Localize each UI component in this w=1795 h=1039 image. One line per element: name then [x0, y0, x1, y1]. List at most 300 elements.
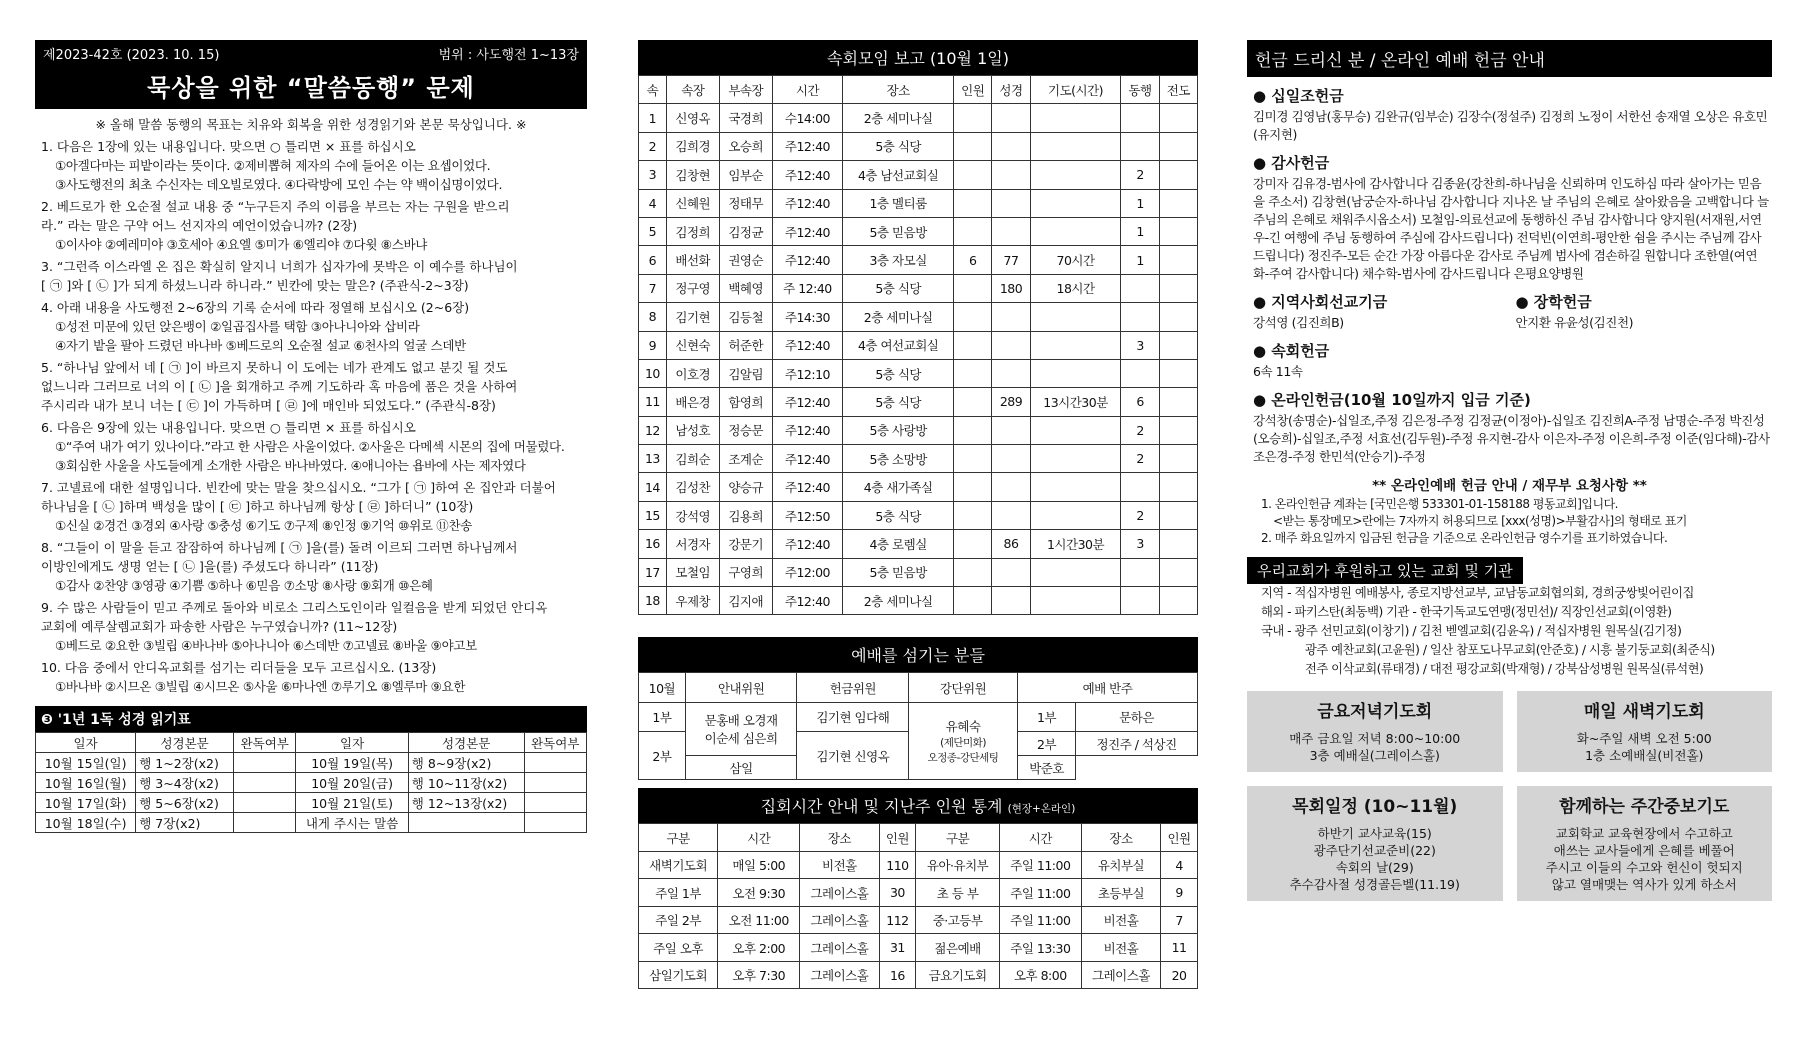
reading-header: 일자 — [36, 733, 136, 753]
stats-cell: 주일 11:00 — [999, 879, 1081, 907]
meeting-cell: 주12:40 — [772, 132, 843, 160]
online-notice-line: 1. 온라인헌금 계좌는 [국민은행 533301-01-158188 평동교회]입니다. — [1261, 497, 1618, 511]
stats-cell: 주일 13:30 — [999, 934, 1081, 962]
question-text: 교회에 예루살렘교회가 파송한 사람은 누구였습니까? (11~12장) — [41, 619, 398, 634]
stats-cell: 16 — [879, 961, 916, 989]
info-box-line: 3층 예배실(그레이스홀) — [1309, 748, 1440, 763]
meeting-cell — [1159, 104, 1197, 132]
meeting-header: 기도(시간) — [1030, 76, 1121, 104]
issue-bar — [35, 40, 587, 66]
meeting-cell: 신혜원 — [666, 189, 719, 217]
meeting-row — [639, 246, 1198, 274]
question-text: 4. 아래 내용을 사도행전 2~6장의 기록 순서에 따라 정열해 보십시오 (2~6장) — [41, 300, 470, 315]
question — [41, 298, 587, 355]
info-box-line: 추수감사절 성경골든벨(11.19) — [1289, 877, 1460, 892]
meeting-cell: 289 — [992, 388, 1030, 416]
meeting-cell: 5층 식당 — [843, 388, 954, 416]
reading-cell: 행 10~11장(x2) — [408, 773, 524, 793]
question-text: 라.” 라는 말은 구약 어느 선지자의 예언이었습니까? (2장) — [41, 218, 358, 233]
guide-names-2: 이순세 심은희 — [704, 731, 778, 747]
meeting-cell: 임부순 — [719, 161, 772, 189]
meeting-cell: 2층 세미나실 — [843, 104, 954, 132]
stats-cell: 주일 11:00 — [999, 851, 1081, 879]
stats-cell: 그레이스홀 — [800, 961, 879, 989]
meeting-cell: 17 — [639, 558, 667, 586]
meeting-cell: 정구영 — [666, 274, 719, 302]
scholarship-heading: ● 장학헌금 — [1515, 293, 1592, 311]
info-box-line: 광주단기선교준비(22) — [1313, 843, 1436, 858]
meeting-cell — [954, 473, 992, 501]
question-text: 하나님을 [ ㉡ ]하며 백성을 많이 [ ㉢ ]하고 하나님께 항상 [ ㉣ ]하더니” (10장) — [41, 499, 474, 514]
meeting-cell: 구영희 — [719, 558, 772, 586]
meeting-cell — [992, 501, 1030, 529]
reading-cell: 10월 19일(목) — [296, 753, 408, 773]
meeting-cell: 정승문 — [719, 416, 772, 444]
meeting-cell — [1159, 189, 1197, 217]
reading-table-title: ❸ '1년 1독 성경 읽기표 — [35, 706, 587, 732]
meeting-cell — [1030, 558, 1121, 586]
meeting-cell — [954, 217, 992, 245]
stats-cell: 오후 7:30 — [718, 961, 800, 989]
cell-offering-heading: ● 속회헌금 — [1253, 342, 1330, 360]
stats-cell: 112 — [879, 906, 916, 934]
meeting-header: 속 — [639, 76, 667, 104]
meeting-cell — [992, 217, 1030, 245]
stats-cell: 31 — [879, 934, 916, 962]
meeting-cell — [1159, 303, 1197, 331]
stats-row — [639, 961, 1198, 989]
reading-cell: 행 1~2장(x2) — [136, 753, 234, 773]
meeting-cell: 신영옥 — [666, 104, 719, 132]
meeting-cell: 5층 소망방 — [843, 445, 954, 473]
meeting-cell — [992, 445, 1030, 473]
meeting-cell: 6 — [639, 246, 667, 274]
reading-cell: 10월 18일(수) — [36, 813, 136, 833]
meeting-row — [639, 416, 1198, 444]
meeting-cell: 1시간30분 — [1030, 530, 1121, 558]
meeting-cell — [954, 161, 992, 189]
stats-cell: 매일 5:00 — [718, 851, 800, 879]
question-options: ③회심한 사울을 사도들에게 소개한 사람은 바나바였다. ④애니아는 욥바에 사는 제자였다 — [55, 458, 526, 473]
meeting-cell — [954, 189, 992, 217]
reading-cell: 10월 16일(월) — [36, 773, 136, 793]
stats-cell: 초 등 부 — [916, 879, 999, 907]
reading-cell — [234, 793, 296, 813]
meeting-cell: 5층 식당 — [843, 501, 954, 529]
stats-cell: 초등부실 — [1081, 879, 1160, 907]
meeting-row — [639, 217, 1198, 245]
meeting-cell: 김지애 — [719, 587, 772, 615]
tithe-heading: ● 십일조헌금 — [1253, 87, 1344, 105]
stats-cell: 주일 2부 — [639, 906, 718, 934]
reading-cell: 행 7장(x2) — [136, 813, 234, 833]
meeting-cell: 9 — [639, 331, 667, 359]
meeting-cell — [1159, 445, 1197, 473]
meeting-cell: 양승규 — [719, 473, 772, 501]
meeting-cell — [1121, 473, 1159, 501]
stats-title-sub: (현장+온라인) — [1007, 803, 1076, 816]
meeting-cell: 이호경 — [666, 359, 719, 387]
meeting-cell: 8 — [639, 303, 667, 331]
meeting-cell: 2 — [1121, 161, 1159, 189]
meeting-header: 시간 — [772, 76, 843, 104]
meeting-cell: 남성호 — [666, 416, 719, 444]
stats-header: 장소 — [1081, 824, 1160, 852]
meeting-header: 장소 — [843, 76, 954, 104]
meeting-cell: 2층 세미나실 — [843, 303, 954, 331]
meeting-cell: 3 — [1121, 331, 1159, 359]
meeting-cell: 2 — [1121, 501, 1159, 529]
question-text: 3. “그런즉 이스라엘 온 집은 확실히 알지니 너희가 십자가에 못박은 이 예수를 하나님이 — [41, 259, 518, 274]
service-header: 강단위원 — [909, 673, 1018, 703]
meeting-cell — [1121, 587, 1159, 615]
reading-cell: 행 12~13장(x2) — [408, 793, 524, 813]
reading-header: 일자 — [296, 733, 408, 753]
meeting-cell: 77 — [992, 246, 1030, 274]
altar-cell — [909, 703, 1018, 780]
question-text: [ ㉠ ]와 [ ㉡ ]가 되게 하셨느니라 하니라.” 빈칸에 맞는 말은? (주관식-2~3장) — [41, 278, 469, 293]
meeting-cell: 조계순 — [719, 445, 772, 473]
meeting-cell: 주12:10 — [772, 359, 843, 387]
reading-row — [36, 773, 587, 793]
meeting-row — [639, 445, 1198, 473]
reading-cell: 10월 15일(일) — [36, 753, 136, 773]
meeting-cell — [992, 132, 1030, 160]
meeting-cell: 5층 사랑방 — [843, 416, 954, 444]
info-box-line: 속회의 날(29) — [1335, 860, 1414, 875]
reading-cell: 10월 17일(화) — [36, 793, 136, 813]
meeting-cell: 주12:40 — [772, 473, 843, 501]
meeting-row — [639, 303, 1198, 331]
meeting-cell — [992, 359, 1030, 387]
meeting-cell — [992, 104, 1030, 132]
offering-title: 헌금 드리신 분 / 온라인 예배 헌금 안내 — [1247, 40, 1772, 77]
meeting-cell: 5층 식당 — [843, 132, 954, 160]
quiz-title: 묵상을 위한 “말씀동행” 문제 — [35, 66, 587, 109]
altar-name: 유혜숙 — [945, 719, 981, 735]
stats-cell: 7 — [1161, 906, 1198, 934]
meeting-row — [639, 132, 1198, 160]
meeting-cell — [1030, 217, 1121, 245]
offering-names: 김기현 임다해 — [797, 703, 909, 732]
scholarship-names: 안지환 유윤성(김진천) — [1515, 315, 1634, 330]
meeting-cell: 권영순 — [719, 246, 772, 274]
meeting-cell: 1 — [1121, 217, 1159, 245]
reading-row — [36, 793, 587, 813]
question — [41, 257, 587, 295]
meeting-cell: 14 — [639, 473, 667, 501]
service-row — [639, 703, 1198, 732]
meeting-cell: 강문기 — [719, 530, 772, 558]
meeting-cell — [1159, 416, 1197, 444]
meeting-cell: 김기현 — [666, 303, 719, 331]
meeting-cell: 김정균 — [719, 217, 772, 245]
meeting-cell — [1159, 217, 1197, 245]
stats-cell: 그레이스홀 — [800, 906, 879, 934]
info-box-line: 화~주일 새벽 오전 5:00 — [1576, 731, 1712, 746]
meeting-cell — [1159, 558, 1197, 586]
support-line: 지역 - 적십자병원 예배봉사, 종로지방선교부, 교남동교회협의회, 경희궁쌍빛어린이집 — [1261, 586, 1694, 600]
question — [41, 538, 587, 595]
meeting-cell — [1121, 104, 1159, 132]
question-options: ①감사 ②찬양 ③영광 ④기쁨 ⑤하나 ⑥믿음 ⑦소망 ⑧사랑 ⑨회개 ⑩은혜 — [55, 578, 433, 593]
meeting-cell: 주12:40 — [772, 388, 843, 416]
fund-row — [1247, 283, 1772, 332]
stats-title — [638, 788, 1198, 823]
question — [41, 137, 587, 194]
meeting-cell: 배은경 — [666, 388, 719, 416]
meeting-cell: 15 — [639, 501, 667, 529]
info-box-line: 애쓰는 교사들에게 은혜를 베풀어 — [1553, 843, 1735, 858]
reading-range: 범위 : 사도행전 1~13장 — [438, 47, 579, 63]
meeting-cell: 주12:50 — [772, 501, 843, 529]
thanks-names: 강미자 김유경-범사에 감사합니다 김종윤(강찬희-하나님을 신뢰하며 인도하심 따라 살아가는 믿음을 주소서) 김창현(남궁순자-하나님 감사합니다 지나온 날 주님의 은혜로 살아왔음을 고백합니다 늘 주님의 은혜로 채워주시옵소서) 모철임-의료선교에 동행하신 주님 감사합니다 양지원(서재원,서연우-긴 여행에 주님 동행하여 주심에 감사드립니다) 전덕빈(이연희-평안한 쉼을 주시는 주님께 감사드립니다) 정진주-모든 순간 가장 아름다운 감사로 주님께 범사에 겸손하길 원합니다 조한열(여연화-주여 감사합니다) 채수학-범사에 감사드립니다 은평요양병원 — [1253, 176, 1769, 281]
reading-header-row — [36, 733, 587, 753]
stats-cell: 그레이스홀 — [800, 934, 879, 962]
accompany-part: 삼일 — [685, 756, 797, 780]
meeting-cell: 강석영 — [666, 501, 719, 529]
meeting-cell — [954, 587, 992, 615]
meeting-cell — [992, 189, 1030, 217]
meeting-cell — [1030, 445, 1121, 473]
meeting-row — [639, 274, 1198, 302]
meeting-cell — [954, 104, 992, 132]
service-team-title: 예배를 섬기는 분들 — [638, 637, 1198, 672]
meeting-row — [639, 359, 1198, 387]
meeting-cell — [992, 473, 1030, 501]
meeting-cell: 4층 새가족실 — [843, 473, 954, 501]
meeting-header: 동행 — [1121, 76, 1159, 104]
guide-names-1: 문홍배 오경재 — [704, 713, 778, 729]
meeting-cell: 2 — [639, 132, 667, 160]
offering-names: 김기현 신영옥 — [797, 732, 909, 780]
meeting-cell: 오승희 — [719, 132, 772, 160]
stats-cell: 4 — [1161, 851, 1198, 879]
meeting-cell: 6 — [1121, 388, 1159, 416]
reading-cell — [234, 773, 296, 793]
reading-cell — [408, 813, 524, 833]
stats-row — [639, 934, 1198, 962]
meeting-cell — [1030, 331, 1121, 359]
meeting-cell: 16 — [639, 530, 667, 558]
meeting-row — [639, 473, 1198, 501]
info-box-heading: 함께하는 주간중보기도 — [1559, 797, 1730, 817]
meeting-cell: 7 — [639, 274, 667, 302]
question-options: ①신실 ②경건 ③경외 ④사랑 ⑤충성 ⑥기도 ⑦구제 ⑧인정 ⑨기억 ⑩위로 ⑪찬송 — [55, 518, 473, 533]
question-text: 7. 고넬료에 대한 설명입니다. 빈칸에 맞는 말을 찾으십시오. “그가 [ ㉠ ]하여 온 집안과 더불어 — [41, 480, 556, 495]
reading-header: 성경본문 — [136, 733, 234, 753]
meeting-cell: 우제창 — [666, 587, 719, 615]
question-options: ①아겔다마는 피밭이라는 뜻이다. ②제비뽑혀 제자의 수에 들어온 이는 요셉이었다. — [55, 158, 491, 173]
reading-cell — [524, 813, 586, 833]
question — [41, 598, 587, 655]
meeting-cell: 주12:40 — [772, 189, 843, 217]
reading-cell — [524, 793, 586, 813]
meeting-cell: 5층 식당 — [843, 359, 954, 387]
info-box-heading: 목회일정 (10~11월) — [1292, 797, 1458, 817]
reading-header: 완독여부 — [524, 733, 586, 753]
question — [41, 478, 587, 535]
meeting-cell: 3 — [639, 161, 667, 189]
meeting-cell: 5층 믿음방 — [843, 217, 954, 245]
meeting-cell — [1159, 161, 1197, 189]
accompanist: 박준호 — [1017, 756, 1075, 780]
stats-cell: 중·고등부 — [916, 906, 999, 934]
meeting-header-row — [639, 76, 1198, 104]
meeting-cell — [1159, 530, 1197, 558]
meeting-cell: 11 — [639, 388, 667, 416]
meeting-cell — [1159, 501, 1197, 529]
meeting-header: 속장 — [666, 76, 719, 104]
meeting-cell: 배선화 — [666, 246, 719, 274]
stats-cell: 그레이스홀 — [800, 879, 879, 907]
reading-header: 완독여부 — [234, 733, 296, 753]
question — [41, 418, 587, 475]
accompany-part: 1부 — [1017, 703, 1075, 732]
meeting-cell: 86 — [992, 530, 1030, 558]
reading-cell: 행 3~4장(x2) — [136, 773, 234, 793]
meeting-cell — [1030, 189, 1121, 217]
question-text: 10. 다음 중에서 안디옥교회를 섬기는 리더들을 모두 고르십시오. (13장) — [41, 660, 437, 675]
meeting-cell — [954, 416, 992, 444]
stats-cell: 오후 2:00 — [718, 934, 800, 962]
altar-note: 오정종-강단세팅 — [927, 752, 999, 765]
stats-title-text: 집회시간 안내 및 지난주 인원 통계 — [760, 797, 1003, 817]
stats-header: 시간 — [718, 824, 800, 852]
meeting-cell — [1121, 303, 1159, 331]
support-line: 국내 - 광주 선민교회(이창기) / 김천 벧엘교회(김윤옥) / 적십자병원 원목실(김기정) — [1261, 624, 1682, 638]
meeting-cell: 함영희 — [719, 388, 772, 416]
report-column — [638, 40, 1198, 989]
info-box-line: 교회학교 교육현장에서 수고하고 — [1555, 826, 1733, 841]
reading-cell: 행 5~6장(x2) — [136, 793, 234, 813]
reading-cell: 행 8~9장(x2) — [408, 753, 524, 773]
meeting-cell — [992, 303, 1030, 331]
quiz-intro: ※ 올해 말씀 동행의 목표는 치유와 회복을 위한 성경읽기와 본문 묵상입니다. ※ — [95, 117, 527, 132]
stats-header: 인원 — [1161, 824, 1198, 852]
meeting-cell: 2 — [1121, 445, 1159, 473]
meeting-cell — [954, 132, 992, 160]
meeting-cell: 6 — [954, 246, 992, 274]
meeting-cell — [1159, 132, 1197, 160]
meeting-cell — [1030, 587, 1121, 615]
service-header-row — [639, 673, 1198, 703]
meeting-row — [639, 501, 1198, 529]
meeting-cell — [992, 587, 1030, 615]
meeting-cell: 주14:30 — [772, 303, 843, 331]
meeting-cell: 4층 여선교회실 — [843, 331, 954, 359]
quiz-column — [35, 40, 587, 833]
online-offering-names: 강석창(송명순)-십일조,주정 김은정-주정 김정균(이정아)-십일조 김진희A-주정 남명순-주정 박진성(오승희)-십일조,주정 서효선(김두원)-주정 유지현-감사 이은자-주정 이은희-주정 이준(임다해)-감사 조은경-주정 한민석(안승기)-주정 — [1253, 413, 1770, 464]
stats-cell: 비전홀 — [1081, 906, 1160, 934]
meeting-cell — [1030, 132, 1121, 160]
meeting-cell — [954, 558, 992, 586]
meeting-cell: 김창현 — [666, 161, 719, 189]
stats-cell: 유아·유치부 — [916, 851, 999, 879]
question-options: ③사도행전의 최초 수신자는 데오빌로였다. ④다락방에 모인 수는 약 백이십명이었다. — [55, 177, 503, 192]
meeting-cell — [992, 161, 1030, 189]
meeting-cell: 2 — [1121, 416, 1159, 444]
reading-row — [36, 813, 587, 833]
stats-cell: 주일 1부 — [639, 879, 718, 907]
meeting-cell — [1030, 416, 1121, 444]
stats-cell: 11 — [1161, 934, 1198, 962]
stats-cell: 주일 11:00 — [999, 906, 1081, 934]
meeting-row — [639, 331, 1198, 359]
service-part: 1부 — [639, 703, 686, 732]
info-box-heading: 매일 새벽기도회 — [1583, 702, 1705, 722]
meeting-header: 부속장 — [719, 76, 772, 104]
meeting-cell: 5 — [639, 217, 667, 245]
stats-cell: 오전 11:00 — [718, 906, 800, 934]
accompanist: 문하은 — [1076, 703, 1198, 732]
reading-cell — [524, 773, 586, 793]
meeting-cell — [1159, 246, 1197, 274]
meeting-cell: 주12:40 — [772, 246, 843, 274]
question-text: 1. 다음은 1장에 있는 내용입니다. 맞으면 ○ 틀리면 × 표를 하십시오 — [41, 139, 416, 154]
stats-header: 장소 — [800, 824, 879, 852]
meeting-row — [639, 530, 1198, 558]
accompanist: 정진주 / 석상진 — [1076, 732, 1198, 756]
meeting-cell: 1 — [639, 104, 667, 132]
meeting-cell: 10 — [639, 359, 667, 387]
stats-cell: 그레이스홀 — [1081, 961, 1160, 989]
meeting-cell: 신현숙 — [666, 331, 719, 359]
question-options: ①바나바 ②시므온 ③빌립 ④시므온 ⑤사울 ⑥마나엔 ⑦루기오 ⑧엘루마 ⑨요한 — [55, 679, 466, 694]
stats-header: 구분 — [639, 824, 718, 852]
meeting-report-title: 속회모임 보고 (10월 1일) — [638, 40, 1198, 75]
meeting-cell: 허준한 — [719, 331, 772, 359]
stats-cell: 9 — [1161, 879, 1198, 907]
reading-row — [36, 753, 587, 773]
question-options: ①이사야 ②예레미야 ③호세아 ④요엘 ⑤미가 ⑥엘리야 ⑦다윗 ⑧스바냐 — [55, 237, 428, 252]
info-box — [1247, 786, 1503, 901]
meeting-cell — [1030, 359, 1121, 387]
stats-cell: 30 — [879, 879, 916, 907]
meeting-cell: 김알림 — [719, 359, 772, 387]
meeting-header: 인원 — [954, 76, 992, 104]
info-box — [1517, 786, 1773, 901]
meeting-cell: 주12:00 — [772, 558, 843, 586]
meeting-header: 성경 — [992, 76, 1030, 104]
meeting-cell — [992, 416, 1030, 444]
meeting-cell: 김등철 — [719, 303, 772, 331]
stats-header: 인원 — [879, 824, 916, 852]
meeting-cell — [1159, 274, 1197, 302]
meeting-cell: 3층 자모실 — [843, 246, 954, 274]
service-header: 예배 반주 — [1017, 673, 1197, 703]
meeting-cell: 13시간30분 — [1030, 388, 1121, 416]
meeting-cell: 4 — [639, 189, 667, 217]
service-header: 안내위원 — [685, 673, 797, 703]
meeting-cell: 18 — [639, 587, 667, 615]
question-options: ①성전 미문에 있던 앉은뱅이 ②일곱집사를 택함 ③아나니아와 삽비라 — [55, 319, 420, 334]
stats-cell: 젊은예배 — [916, 934, 999, 962]
stats-header: 구분 — [916, 824, 999, 852]
online-notice-heading: ** 온라인예배 헌금 안내 / 재무부 요청사항 ** — [1372, 478, 1647, 494]
support-line: 전주 이삭교회(류태경) / 대전 평강교회(박재형) / 강북삼성병원 원목실(류석현) — [1305, 662, 1704, 676]
service-header: 헌금위원 — [797, 673, 909, 703]
online-offering-heading: ● 온라인헌금(10월 10일까지 입금 기준) — [1253, 391, 1531, 409]
question-text: 주시리라 내가 보니 너는 [ ㉢ ]이 가득하며 [ ㉣ ]에 매인바 되었도다.” (주관식-8장) — [41, 398, 496, 413]
meeting-cell — [1159, 473, 1197, 501]
stats-cell: 주일 오후 — [639, 934, 718, 962]
meeting-cell: 5층 믿음방 — [843, 558, 954, 586]
question-text: 이방인에게도 생명 얻는 [ ㉡ ]을(를) 주셨도다 하니라” (11장) — [41, 559, 379, 574]
info-box-line: 매주 금요일 저녁 8:00~10:00 — [1289, 731, 1461, 746]
meeting-cell: 13 — [639, 445, 667, 473]
meeting-cell: 1층 멜티룸 — [843, 189, 954, 217]
